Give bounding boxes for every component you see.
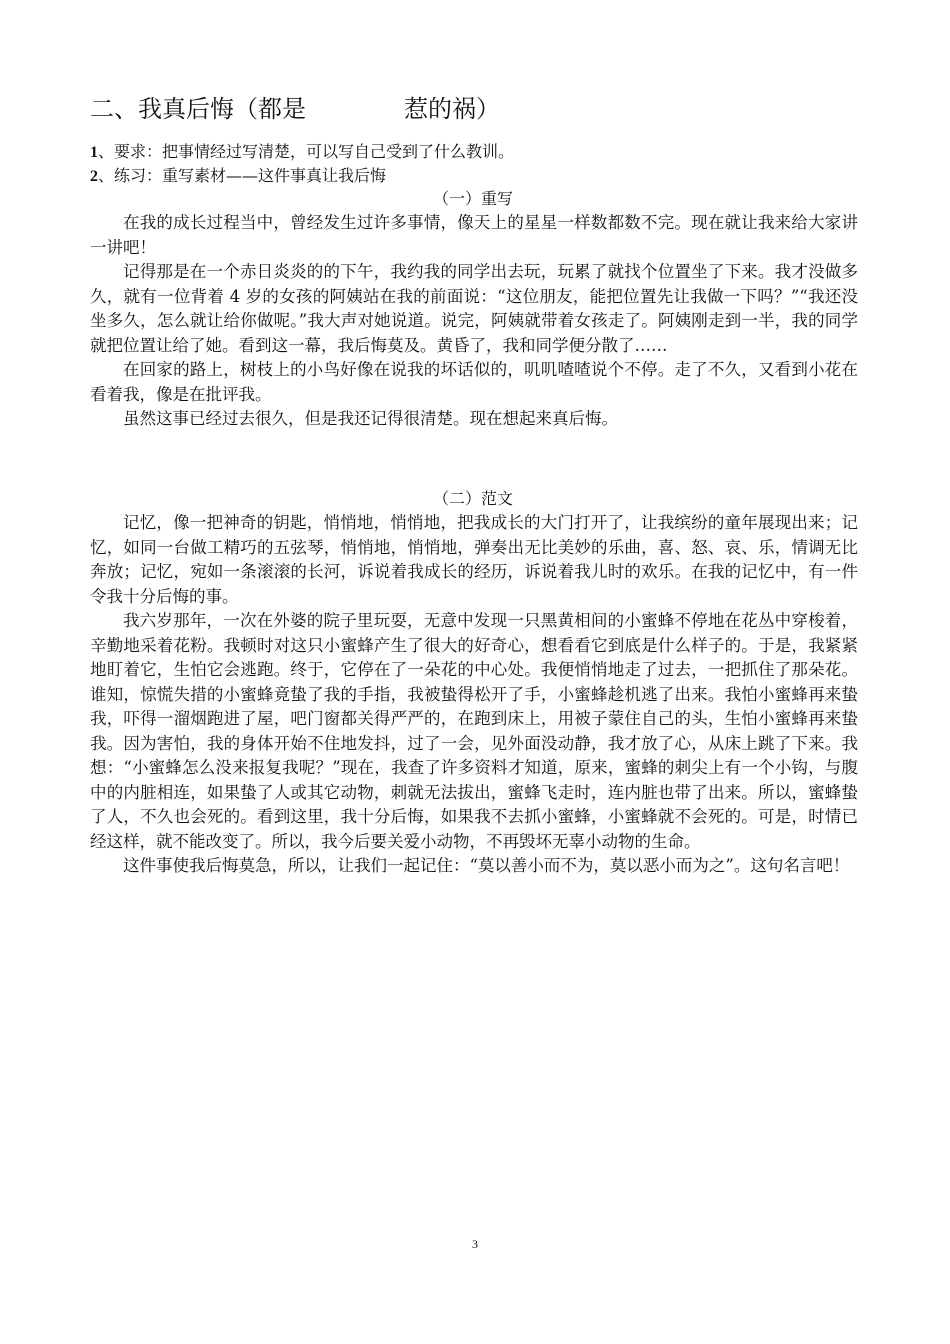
requirement-2 [90, 164, 386, 189]
section-2-paragraph-2: 我六岁那年，一次在外婆的院子里玩耍，无意中发现一只黑黄相间的小蜜蜂不停地在花丛中穿梭着，辛勤地采着花粉。我顿时对这只小蜜蜂产生了很大的好奇心，想看看它到底是什么样子的。于是，我紧紧地盯着它，生怕它会逃跑。终于，它停在了一朵花的中心处。我便悄悄地走了过去，一把抓住了那朵花。谁知，惊慌失措的小蜜蜂竟蛰了我的手指，我被蛰得松开了手，小蜜蜂趁机逃了出来。我怕小蜜蜂再来蛰我，吓得一溜烟跑进了屋，吧门窗都关得严严的，在跑到床上，用被子蒙住自己的头，生怕小蜜蜂再来蛰我。因为害怕，我的身体开始不住地发抖，过了一会，见外面没动静，我才放了心，从床上跳了下来。我想：“小蜜蜂怎么没来报复我呢？”现在，我查了许多资料才知道，原来，蜜蜂的刺尖上有一个小钩，与腹中的内脏相连，如果蛰了人或其它动物，刺就无法拔出，蜜蜂飞走时，连内脏也带了出来。所以，蜜蜂蛰了人，不久也会死的。看到这里，我十分后悔，如果我不去抓小蜜蜂，小蜜蜂就不会死的。可是，时情已经这样，就不能改变了。所以，我今后要关爱小动物，不再毁坏无辜小动物的生命。 [90, 611, 858, 851]
section-1-paragraph-4: 虽然这事已经过去很久，但是我还记得很清楚。现在想起来真后悔。 [123, 409, 618, 428]
section-1-paragraph-2: 记得那是在一个赤日炎炎的的下午，我约我的同学出去玩，玩累了就找个位置坐了下来。我才没做多久，就有一位背着 4 岁的女孩的阿姨站在我的前面说：“这位朋友，能把位置先让我做一下吗？”“我还没坐多久，怎么就让给你做呢。”我大声对她说道。说完，阿姨就带着女孩走了。阿姨刚走到一半，我的同学就把位置让给了她。看到这一幕，我后悔莫及。黄昏了，我和同学便分散了…… [90, 262, 858, 355]
section-2-paragraph-1: 记忆，像一把神奇的钥匙，悄悄地，悄悄地，把我成长的大门打开了，让我缤纷的童年展现出来；记忆，如同一台做工精巧的五弦琴，悄悄地，悄悄地，弹奏出无比美妙的乐曲，喜、怒、哀、乐，情调无比奔放；记忆，宛如一条滚滚的长河，诉说着我成长的经历，诉说着我儿时的欢乐。在我的记忆中，有一件令我十分后悔的事。 [90, 513, 858, 606]
section-2-body [90, 511, 858, 879]
section-1-paragraph-1: 在我的成长过程当中，曾经发生过许多事情，像天上的星星一样数都数不完。现在就让我来给大家讲一讲吧！ [90, 213, 858, 257]
section-1-heading: （一）重写 [432, 189, 513, 208]
section-2-paragraph-3: 这件事使我后悔莫急，所以，让我们一起记住：“莫以善小而不为，莫以恶小而为之”。这句名言吧！ [123, 856, 850, 875]
page-title [90, 92, 500, 126]
title-part-1: 二、我真后悔（都是 [90, 95, 306, 123]
page-number: 3 [472, 1237, 478, 1251]
requirement-1-text: 、要求：把事情经过写清楚，可以写自己受到了什么教训。 [98, 142, 515, 161]
requirement-1 [90, 140, 514, 165]
section-1-paragraph-3: 在回家的路上，树枝上的小鸟好像在说我的坏话似的，叽叽喳喳说个不停。走了不久，又看到小花在看着我，像是在批评我。 [90, 360, 858, 404]
requirement-1-number: 1 [90, 144, 98, 161]
requirement-2-text: 、练习：重写素材——这件事真让我后悔 [98, 166, 387, 185]
section-1-body [90, 211, 858, 432]
title-part-2: 惹的祸） [404, 95, 500, 123]
section-2-heading: （二）范文 [432, 489, 513, 508]
requirement-2-number: 2 [90, 168, 98, 185]
